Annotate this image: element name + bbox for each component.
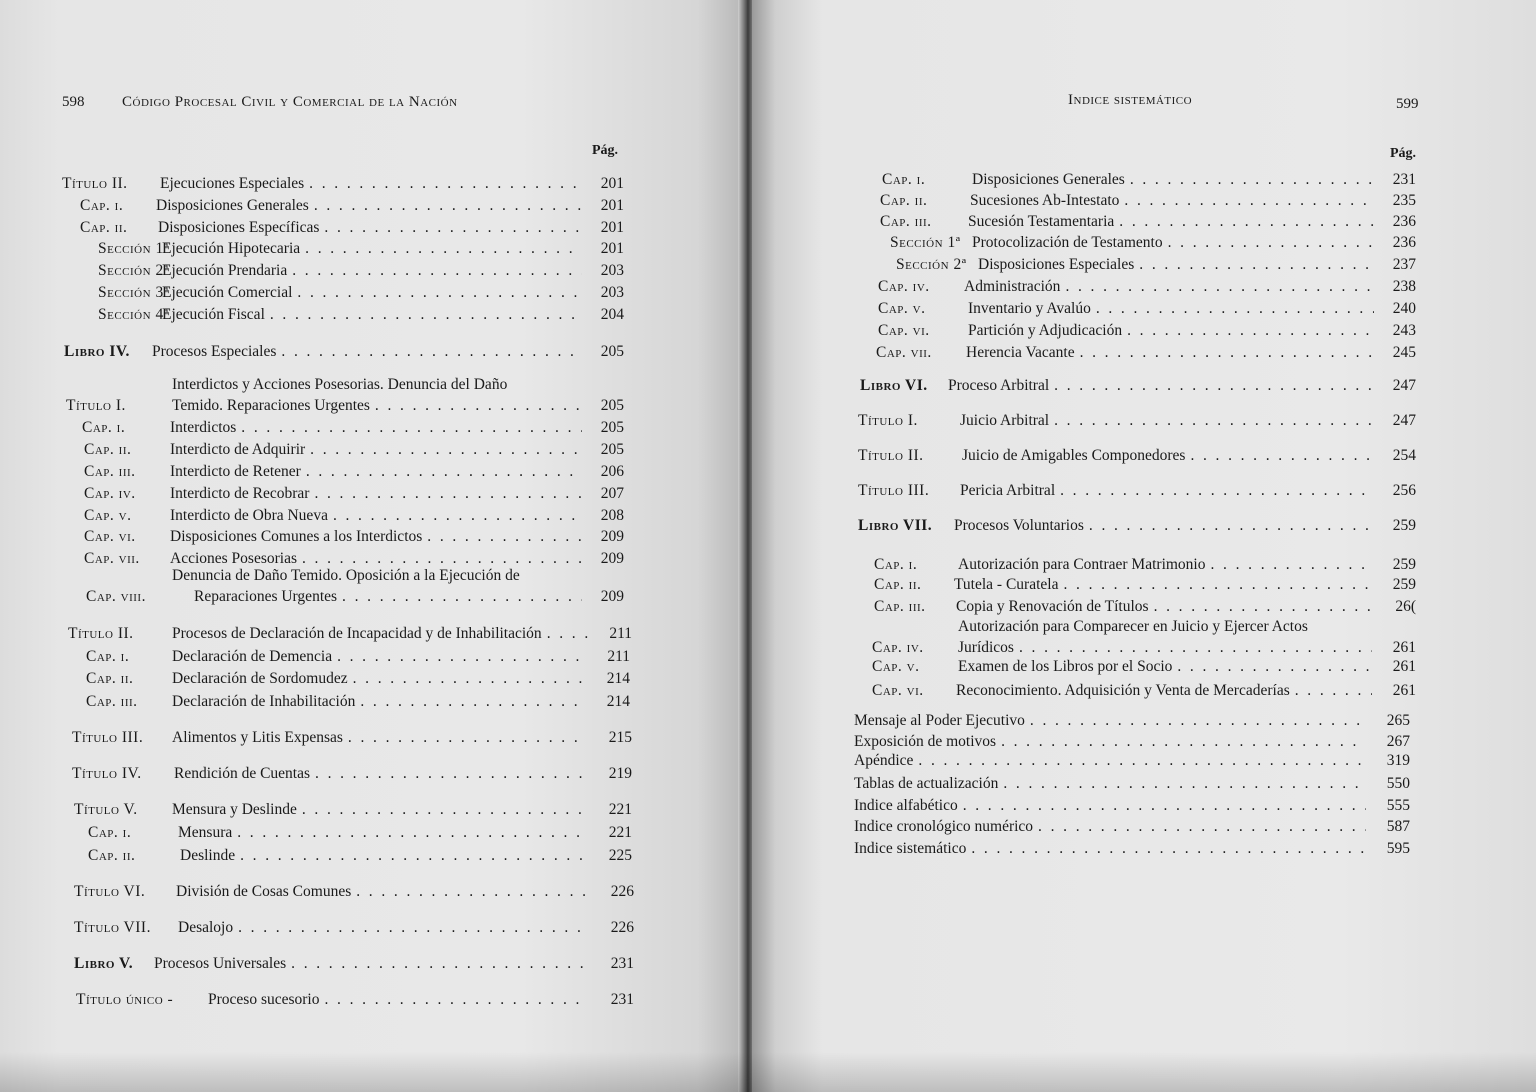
toc-entry-title: Interdictos (170, 419, 237, 436)
toc-entry-page: 247 (1392, 377, 1416, 394)
toc-entry-page: 226 (610, 883, 634, 900)
toc-entry-page: 240 (1392, 300, 1416, 317)
toc-entry (752, 733, 1536, 754)
toc-entry-title: Juicio Arbitral (960, 412, 1050, 429)
toc-entry-title: Jurídicos (958, 639, 1014, 656)
dot-leader (1063, 576, 1372, 594)
dot-leader (297, 284, 582, 302)
toc-entry-label: Cap. iii. (880, 213, 932, 230)
toc-entry-page: 245 (1392, 344, 1416, 361)
toc-entry (752, 682, 1536, 703)
toc-entry (0, 175, 742, 196)
toc-entry (752, 256, 1536, 277)
toc-entry-page: 208 (600, 507, 624, 524)
toc-entry-label: Sección 4ª (98, 306, 169, 323)
toc-entry-title: Proceso Arbitral (948, 377, 1050, 394)
dot-leader (375, 397, 582, 415)
toc-entry-page: 26( (1395, 598, 1416, 615)
toc-entry-label: Cap. vi. (872, 682, 924, 699)
toc-entry (752, 171, 1536, 192)
toc-entry (0, 343, 742, 364)
toc-entry-label: Cap. ii. (874, 576, 922, 593)
toc-entry-title: Partición y Adjudicación (968, 322, 1123, 339)
toc-entry-title: Declaración de Demencia (172, 648, 333, 665)
dot-leader (427, 528, 582, 546)
toc-entry (0, 824, 742, 845)
right-page-number: 599 (1396, 96, 1419, 112)
dot-leader (1030, 712, 1366, 730)
toc-entry-title: Disposiciones Comunes a los Interdictos (170, 528, 423, 545)
toc-entry-page: 247 (1392, 412, 1416, 429)
toc-entry-page: 595 (1386, 840, 1410, 857)
toc-entry-label: Título II. (62, 175, 128, 192)
toc-entry (752, 797, 1536, 818)
toc-entry-label: Sección 1ª (98, 240, 169, 257)
toc-entry-title: Reparaciones Urgentes (194, 588, 338, 605)
right-pag-label: Pág. (1390, 146, 1417, 161)
toc-entry (0, 729, 742, 750)
dot-leader (1054, 412, 1374, 430)
dot-leader (314, 197, 582, 215)
toc-entry-title: Indice cronológico numérico (854, 818, 1034, 835)
toc-entry-page: 259 (1392, 517, 1416, 534)
toc-entry-label: Título I. (858, 412, 918, 429)
toc-entry (0, 219, 742, 240)
dot-leader (241, 419, 582, 437)
toc-entry-label: Libro V. (74, 955, 134, 972)
toc-entry-title: Inventario y Avalúo (968, 300, 1091, 317)
toc-entry-title: Copia y Renovación de Títulos (956, 598, 1149, 615)
toc-entry (0, 670, 742, 691)
dot-leader (315, 765, 586, 783)
toc-entry-title: Mensura y Deslinde (172, 801, 297, 818)
toc-entry (752, 752, 1536, 773)
dot-leader (291, 955, 588, 973)
toc-entry (0, 306, 742, 327)
toc-entry-title: Mensaje al Poder Ejecutivo (854, 712, 1025, 729)
toc-entry-title: Declaración de Inhabilitación (172, 693, 356, 710)
toc-entry-page: 231 (610, 955, 634, 972)
toc-entry-label: Cap. ii. (880, 192, 928, 209)
toc-entry (752, 775, 1536, 796)
dot-leader (306, 463, 582, 481)
toc-entry (752, 377, 1536, 398)
toc-entry (0, 197, 742, 218)
toc-entry-title: Proceso sucesorio (208, 991, 320, 1008)
toc-entry-title: Interdicto de Retener (170, 463, 301, 480)
toc-entry-page: 238 (1392, 278, 1416, 295)
toc-entry-title: Tablas de actualización (854, 775, 999, 792)
toc-entry-title: Interdicto de Adquirir (170, 441, 306, 458)
toc-entry (752, 639, 1536, 660)
toc-entry-title: Procesos de Declaración de Incapacidad y de Inhabilitación (172, 625, 542, 642)
dot-leader (337, 648, 584, 666)
toc-entry-title: Apéndice (854, 752, 914, 769)
dot-leader (918, 752, 1366, 770)
toc-entry (752, 712, 1536, 733)
toc-entry-page: 205 (600, 343, 624, 360)
toc-entry-label: Cap. i. (874, 556, 918, 573)
toc-entry (0, 240, 742, 261)
dot-leader (1019, 639, 1372, 657)
left-page (0, 0, 742, 1092)
left-page-number: 598 (62, 94, 85, 110)
dot-leader (310, 441, 582, 459)
toc-entry (0, 507, 742, 528)
toc-entry-label: Cap. v. (878, 300, 926, 317)
toc-entry-title: Examen de los Libros por el Socio (958, 658, 1173, 675)
dot-leader (1177, 658, 1372, 676)
toc-entry-page: 231 (610, 991, 634, 1008)
toc-entry-page: 201 (600, 240, 624, 257)
toc-entry-page: 236 (1392, 213, 1416, 230)
dot-leader (963, 797, 1366, 815)
toc-entry (752, 278, 1536, 299)
toc-entry-title: Indice alfabético (854, 797, 958, 814)
dot-leader (324, 219, 582, 237)
toc-entry-label: Título III. (72, 729, 144, 746)
toc-entry-page: 243 (1392, 322, 1416, 339)
toc-entry (752, 576, 1536, 597)
toc-entry-page: 259 (1392, 556, 1416, 573)
toc-entry-page: 587 (1386, 818, 1410, 835)
toc-entry-title: Acciones Posesorias (170, 550, 297, 567)
toc-entry (0, 485, 742, 506)
toc-entry (0, 588, 742, 609)
toc-entry (0, 919, 742, 940)
toc-entry-page: 209 (600, 588, 624, 605)
toc-entry-title: Ejecución Prendaria (162, 262, 288, 279)
dot-leader (1089, 517, 1372, 535)
toc-entry-label: Cap. ii. (88, 847, 136, 864)
toc-entry-page: 555 (1386, 797, 1410, 814)
dot-leader (1054, 377, 1374, 395)
toc-entry-page: 205 (600, 419, 624, 436)
toc-entry (0, 883, 742, 904)
toc-entry-title: Tutela - Curatela (954, 576, 1059, 593)
dot-leader (309, 175, 582, 193)
toc-entry-label: Cap. iv. (878, 278, 930, 295)
toc-entry-page: 259 (1392, 576, 1416, 593)
toc-entry-title: Sucesión Testamentaria (968, 213, 1115, 230)
toc-entry-title: Pericia Arbitral (960, 482, 1056, 499)
toc-entry (0, 955, 742, 976)
toc-entry-page: 225 (608, 847, 632, 864)
toc-entry-label: Cap. iii. (86, 693, 138, 710)
toc-entry (752, 482, 1536, 503)
toc-entry-title: Juicio de Amigables Componedores (962, 447, 1186, 464)
toc-entry-label: Título V. (74, 801, 138, 818)
toc-entry-label: Libro VII. (858, 517, 933, 534)
toc-entry-page: 254 (1392, 447, 1416, 464)
dot-leader (302, 801, 586, 819)
toc-entry-page: 235 (1392, 192, 1416, 209)
toc-entry-label: Libro VI. (860, 377, 928, 394)
toc-entry (752, 818, 1536, 839)
toc-entry-label: Título III. (858, 482, 930, 499)
dot-leader (314, 485, 582, 503)
toc-entry-label: Cap. i. (80, 197, 124, 214)
toc-entry-label: Cap. ii. (84, 441, 132, 458)
left-running-head: Código Procesal Civil y Comercial de la Nación (122, 94, 458, 110)
toc-entry (752, 192, 1536, 213)
toc-entry-label: Cap. ii. (80, 219, 128, 236)
toc-entry-page: 215 (608, 729, 632, 746)
toc-entry (752, 556, 1536, 577)
toc-entry-page: 550 (1386, 775, 1410, 792)
toc-entry-label: Título II. (68, 625, 134, 642)
toc-entry-page: 214 (606, 693, 630, 710)
toc-entry (0, 528, 742, 549)
toc-entry (752, 658, 1536, 679)
right-running-head: Indice sistemático (1068, 92, 1193, 108)
dot-leader (1130, 171, 1374, 189)
dot-leader (1168, 234, 1374, 252)
dot-leader (240, 847, 586, 865)
toc-entry (752, 447, 1536, 468)
toc-entry-label: Cap. vii. (84, 550, 140, 567)
dot-leader (1139, 256, 1374, 274)
toc-entry (752, 344, 1536, 365)
dot-leader (971, 840, 1366, 858)
toc-entry (0, 765, 742, 786)
toc-entry-page: 221 (608, 824, 632, 841)
dot-leader (1001, 733, 1366, 751)
toc-entry-page: 206 (600, 463, 624, 480)
toc-entry-page: 205 (600, 397, 624, 414)
toc-entry-title-line1: Denuncia de Daño Temido. Oposición a la Ejecución de (172, 567, 520, 584)
toc-entry (0, 991, 742, 1012)
toc-entry-label: Título IV. (72, 765, 142, 782)
toc-entry (752, 300, 1536, 321)
toc-entry-title: Herencia Vacante (966, 344, 1075, 361)
toc-entry-label: Sección 2ª (896, 256, 967, 273)
toc-entry-title: Declaración de Sordomudez (172, 670, 348, 687)
toc-entry-page: 209 (600, 550, 624, 567)
toc-entry-page: 226 (610, 919, 634, 936)
toc-entry-label: Título I. (66, 397, 126, 414)
dot-leader (325, 991, 589, 1009)
dot-leader (305, 240, 582, 258)
toc-entry-page: 256 (1392, 482, 1416, 499)
toc-entry-label: Cap. vii. (876, 344, 932, 361)
toc-entry-title: Mensura (178, 824, 233, 841)
toc-entry-title: Disposiciones Generales (972, 171, 1125, 188)
toc-entry-page: 319 (1386, 752, 1410, 769)
toc-entry-label: Título VI. (74, 883, 146, 900)
toc-entry-label: Cap. iii. (84, 463, 136, 480)
toc-entry (0, 625, 742, 646)
toc-entry (752, 412, 1536, 433)
toc-entry-page: 267 (1386, 733, 1410, 750)
toc-entry-page: 261 (1392, 658, 1416, 675)
dot-leader (1038, 818, 1366, 836)
toc-entry-label: Libro IV. (64, 343, 130, 360)
toc-entry-page: 201 (600, 175, 624, 192)
toc-entry-label: Título II. (858, 447, 924, 464)
dot-leader (237, 824, 586, 842)
toc-entry-label: Cap. iii. (874, 598, 926, 615)
dot-leader (1127, 322, 1374, 340)
dot-leader (1060, 482, 1372, 500)
toc-entry-title-line1: Autorización para Comparecer en Juicio y Ejercer Actos (958, 618, 1308, 635)
dot-leader (1154, 598, 1372, 616)
toc-entry (0, 262, 742, 283)
dot-leader (292, 262, 582, 280)
dot-leader (1211, 556, 1373, 574)
toc-entry-label: Cap. i. (88, 824, 132, 841)
toc-entry-label: Cap. i. (882, 171, 926, 188)
dot-leader (1096, 300, 1374, 318)
toc-entry-title: Disposiciones Especiales (978, 256, 1135, 273)
toc-entry-title: Ejecución Hipotecaria (162, 240, 301, 257)
toc-entry (752, 234, 1536, 255)
toc-entry-label: Cap. iv. (872, 639, 924, 656)
toc-entry-title: Sucesiones Ab-Intestato (970, 192, 1120, 209)
toc-entry (0, 847, 742, 868)
toc-entry-page: 265 (1386, 712, 1410, 729)
toc-entry-label: Cap. v. (84, 507, 132, 524)
toc-entry-label: Cap. i. (86, 648, 130, 665)
toc-entry-page: 204 (600, 306, 624, 323)
dot-leader (1295, 682, 1372, 700)
right-page (752, 0, 1536, 1092)
toc-entry (0, 419, 742, 440)
dot-leader (356, 883, 588, 901)
dot-leader (1080, 344, 1374, 362)
toc-entry-label: Cap. iv. (84, 485, 136, 502)
toc-entry-title: Ejecución Comercial (162, 284, 293, 301)
toc-entry-page: 203 (600, 262, 624, 279)
toc-entry-page: 219 (608, 765, 632, 782)
toc-entry-page: 261 (1392, 682, 1416, 699)
toc-entry-title: Protocolización de Testamento (972, 234, 1163, 251)
toc-entry-title: Ejecuciones Especiales (160, 175, 305, 192)
toc-entry (752, 840, 1536, 861)
toc-entry-label: Título único - (76, 991, 174, 1008)
dot-leader (547, 625, 590, 643)
toc-entry-title: Alimentos y Litis Expensas (172, 729, 343, 746)
toc-entry-page: 207 (600, 485, 624, 502)
dot-leader (1065, 278, 1374, 296)
toc-entry-page: 236 (1392, 234, 1416, 251)
toc-entry-title: Procesos Voluntarios (954, 517, 1084, 534)
dot-leader (348, 729, 586, 747)
dot-leader (238, 919, 588, 937)
dot-leader (1124, 192, 1374, 210)
toc-entry-title: Ejecución Fiscal (162, 306, 265, 323)
toc-entry-page: 209 (600, 528, 624, 545)
dot-leader (360, 693, 584, 711)
dot-leader (270, 306, 582, 324)
toc-entry-title: Rendición de Cuentas (174, 765, 311, 782)
toc-entry-page: 261 (1392, 639, 1416, 656)
toc-entry-title: Reconocimiento. Adquisición y Venta de Mercaderías (956, 682, 1290, 699)
dot-leader (1003, 775, 1366, 793)
toc-entry (752, 322, 1536, 343)
left-pag-label: Pág. (592, 143, 619, 158)
toc-entry-label: Cap. i. (82, 419, 126, 436)
toc-entry (0, 284, 742, 305)
toc-entry-title: Indice sistemático (854, 840, 967, 857)
toc-entry (0, 397, 742, 418)
dot-leader (342, 588, 582, 606)
dot-leader (1119, 213, 1374, 231)
toc-entry-label: Cap. ii. (86, 670, 134, 687)
toc-entry-title: Deslinde (180, 847, 236, 864)
toc-entry-page: 201 (600, 219, 624, 236)
toc-entry (0, 441, 742, 462)
dot-leader (353, 670, 584, 688)
toc-entry (0, 463, 742, 484)
toc-entry-title: Procesos Universales (154, 955, 287, 972)
toc-entry-label: Cap. v. (872, 658, 920, 675)
toc-entry-title: Procesos Especiales (152, 343, 277, 360)
dot-leader (1190, 447, 1372, 465)
toc-entry-page: 205 (600, 441, 624, 458)
toc-entry-title: Disposiciones Específicas (158, 219, 320, 236)
toc-entry-page: 221 (608, 801, 632, 818)
toc-entry (0, 648, 742, 669)
toc-entry-page: 231 (1392, 171, 1416, 188)
toc-entry-label: Cap. vi. (878, 322, 930, 339)
toc-entry-title: Exposición de motivos (854, 733, 997, 750)
toc-entry (0, 801, 742, 822)
dot-leader (302, 550, 582, 568)
toc-entry-page: 211 (609, 625, 632, 642)
toc-entry-title: Disposiciones Generales (156, 197, 309, 214)
toc-entry-title: Administración (964, 278, 1061, 295)
dot-leader (281, 343, 582, 361)
toc-entry (752, 213, 1536, 234)
toc-entry-label: Cap. viii. (86, 588, 146, 605)
toc-entry-title: División de Cosas Comunes (176, 883, 352, 900)
toc-entry-page: 201 (600, 197, 624, 214)
toc-entry-title: Interdicto de Recobrar (170, 485, 310, 502)
toc-entry-page: 203 (600, 284, 624, 301)
toc-entry-title: Interdicto de Obra Nueva (170, 507, 328, 524)
toc-entry-label: Sección 3ª (98, 284, 169, 301)
toc-entry-title: Autorización para Contraer Matrimonio (958, 556, 1206, 573)
toc-entry-title: Desalojo (178, 919, 234, 936)
toc-entry-label: Sección 2ª (98, 262, 169, 279)
toc-entry-label: Sección 1ª (890, 234, 961, 251)
toc-entry (752, 517, 1536, 538)
toc-entry-label: Cap. vi. (84, 528, 136, 545)
toc-entry-label: Título VII. (74, 919, 151, 936)
toc-entry (0, 693, 742, 714)
toc-entry-page: 237 (1392, 256, 1416, 273)
toc-entry (752, 598, 1536, 619)
toc-entry-title-line1: Interdictos y Acciones Posesorias. Denuncia del Daño (172, 376, 508, 393)
toc-entry-title: Temido. Reparaciones Urgentes (172, 397, 370, 414)
dot-leader (333, 507, 582, 525)
toc-entry-page: 211 (607, 648, 630, 665)
toc-entry-page: 214 (606, 670, 630, 687)
